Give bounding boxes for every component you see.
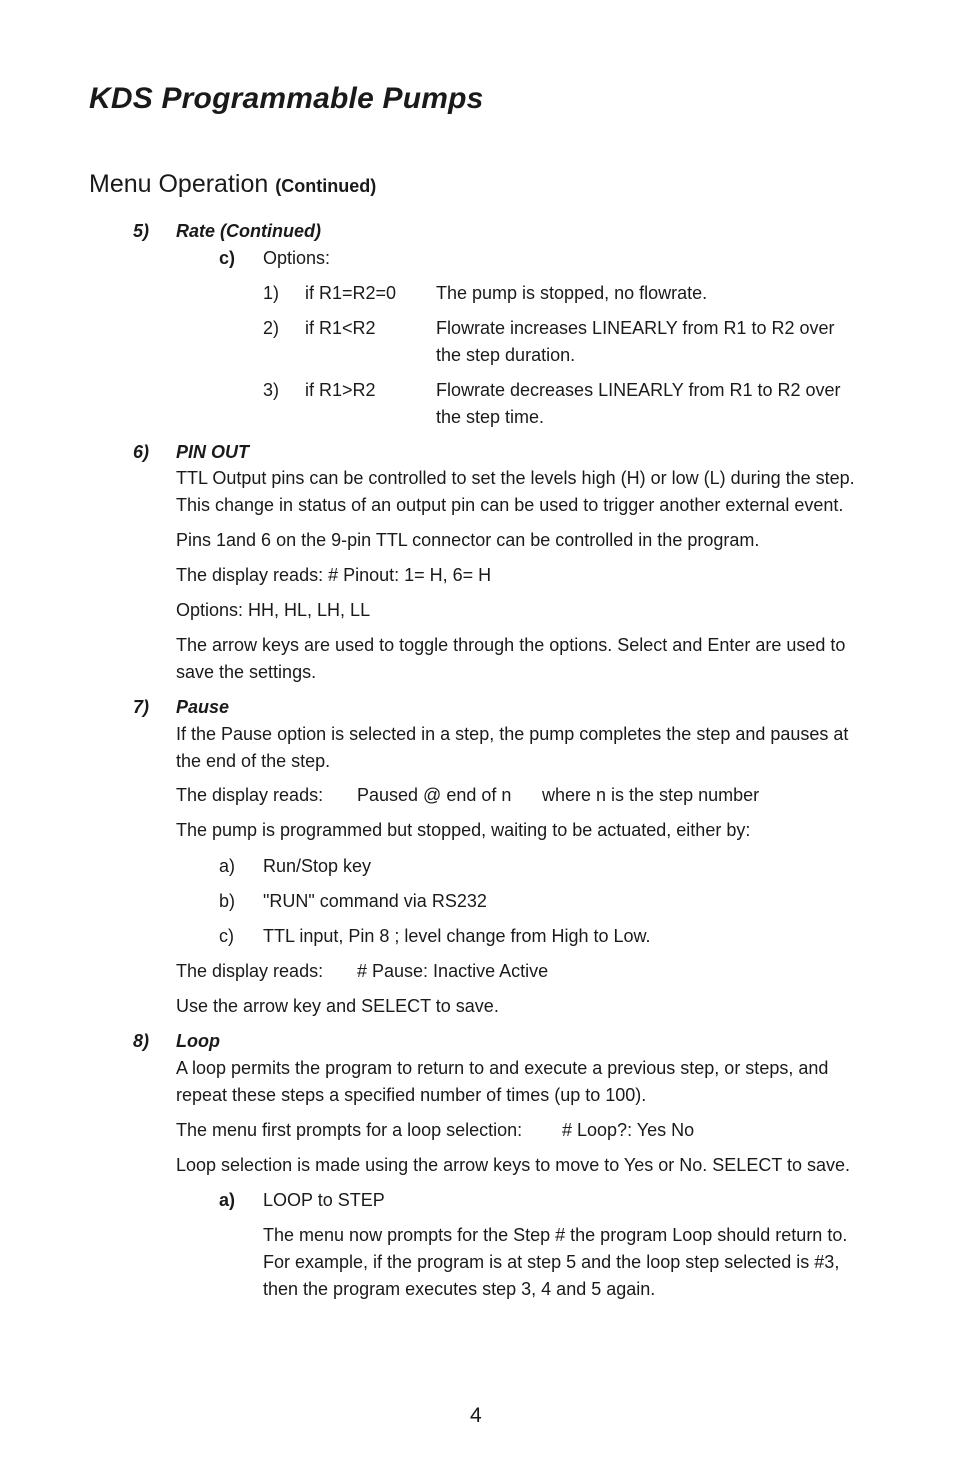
options-label: Options:: [263, 248, 331, 268]
pause-display-value: Paused @ end of n: [357, 785, 512, 805]
option-condition: if R1=R2=0: [305, 283, 397, 303]
item-number-5: 5): [133, 221, 150, 241]
item-heading-loop: Loop: [176, 1031, 220, 1051]
pin-out-options-text: Options: HH, HL, LH, LL: [176, 600, 371, 620]
option-condition: if R1<R2: [305, 318, 376, 338]
list-item-number: c): [219, 926, 234, 946]
item-number-6: 6): [133, 442, 150, 462]
list-item: TTL input, Pin 8 ; level change from High to Low.: [263, 926, 651, 946]
loop-selection-text: Loop selection is made using the arrow keys to move to Yes or No. SELECT to save.: [176, 1155, 851, 1175]
option-description: Flowrate increases LINEARLY from R1 to R2 over: [436, 318, 835, 338]
option-number: 2): [263, 318, 280, 338]
option-description: The pump is stopped, no flowrate.: [436, 283, 708, 303]
item-number-8: 8): [133, 1031, 150, 1051]
pin-out-pins-text: Pins 1and 6 on the 9-pin TTL connector can be controlled in the program.: [176, 530, 760, 550]
option-condition: if R1>R2: [305, 380, 376, 400]
loop-prompt-value: # Loop?: Yes No: [562, 1120, 695, 1140]
pause-paragraph: If the Pause option is selected in a step, the pump completes the step and pauses at the end of the step.: [176, 724, 849, 771]
sub-label-c: c): [219, 248, 236, 268]
option-description: Flowrate decreases LINEARLY from R1 to R2 over: [436, 380, 841, 400]
pin-out-paragraph: TTL Output pins can be controlled to set the levels high (H) or low (L) during the step. This change in status of an output pin can be used to trigger another external event.: [176, 468, 855, 515]
document-title: KDS Programmable Pumps: [89, 82, 484, 115]
item-heading-pin-out: PIN OUT: [176, 442, 250, 462]
option-description-cont: the step duration.: [436, 345, 576, 365]
pin-out-display-text: The display reads: # Pinout: 1= H, 6= H: [176, 565, 492, 585]
pause-save-text: Use the arrow key and SELECT to save.: [176, 996, 499, 1016]
option-number: 1): [263, 283, 280, 303]
loop-to-step-text: The menu now prompts for the Step # the program Loop should return to. For example, if the program is at step 5 and the loop step selected is #3, then the program executes step 3, 4 and 5 again.: [263, 1225, 848, 1299]
option-description-cont: the step time.: [436, 407, 545, 427]
list-item-number: b): [219, 891, 236, 911]
item-heading-rate: Rate (Continued): [176, 221, 321, 241]
option-number: 3): [263, 380, 280, 400]
section-title-suffix: (Continued): [275, 176, 377, 196]
item-heading-pause: Pause: [176, 697, 230, 717]
section-title: [89, 170, 376, 199]
pause-display-label: The display reads:: [176, 785, 324, 805]
pause-display-note: where n is the step number: [542, 785, 760, 805]
pause-display2-label: The display reads:: [176, 961, 324, 981]
pin-out-arrow-keys-text: The arrow keys are used to toggle through the options. Select and Enter are used to save the settings.: [176, 635, 846, 682]
list-item: "RUN" command via RS232: [263, 891, 487, 911]
sub-label-a: a): [219, 1190, 236, 1210]
pause-actuation-text: The pump is programmed but stopped, waiting to be actuated, either by:: [176, 820, 751, 840]
page-number: 4: [470, 1404, 482, 1427]
list-item: Run/Stop key: [263, 856, 372, 876]
section-title-text: Menu Operation: [89, 170, 269, 198]
loop-to-step-heading: LOOP to STEP: [263, 1190, 385, 1210]
loop-prompt-label: The menu first prompts for a loop selection:: [176, 1120, 523, 1140]
item-number-7: 7): [133, 697, 150, 717]
loop-paragraph: A loop permits the program to return to and execute a previous step, or steps, and repeat these steps a specified number of times (up to 100).: [176, 1058, 829, 1105]
list-item-number: a): [219, 856, 236, 876]
pause-display2-value: # Pause: Inactive Active: [357, 961, 549, 981]
